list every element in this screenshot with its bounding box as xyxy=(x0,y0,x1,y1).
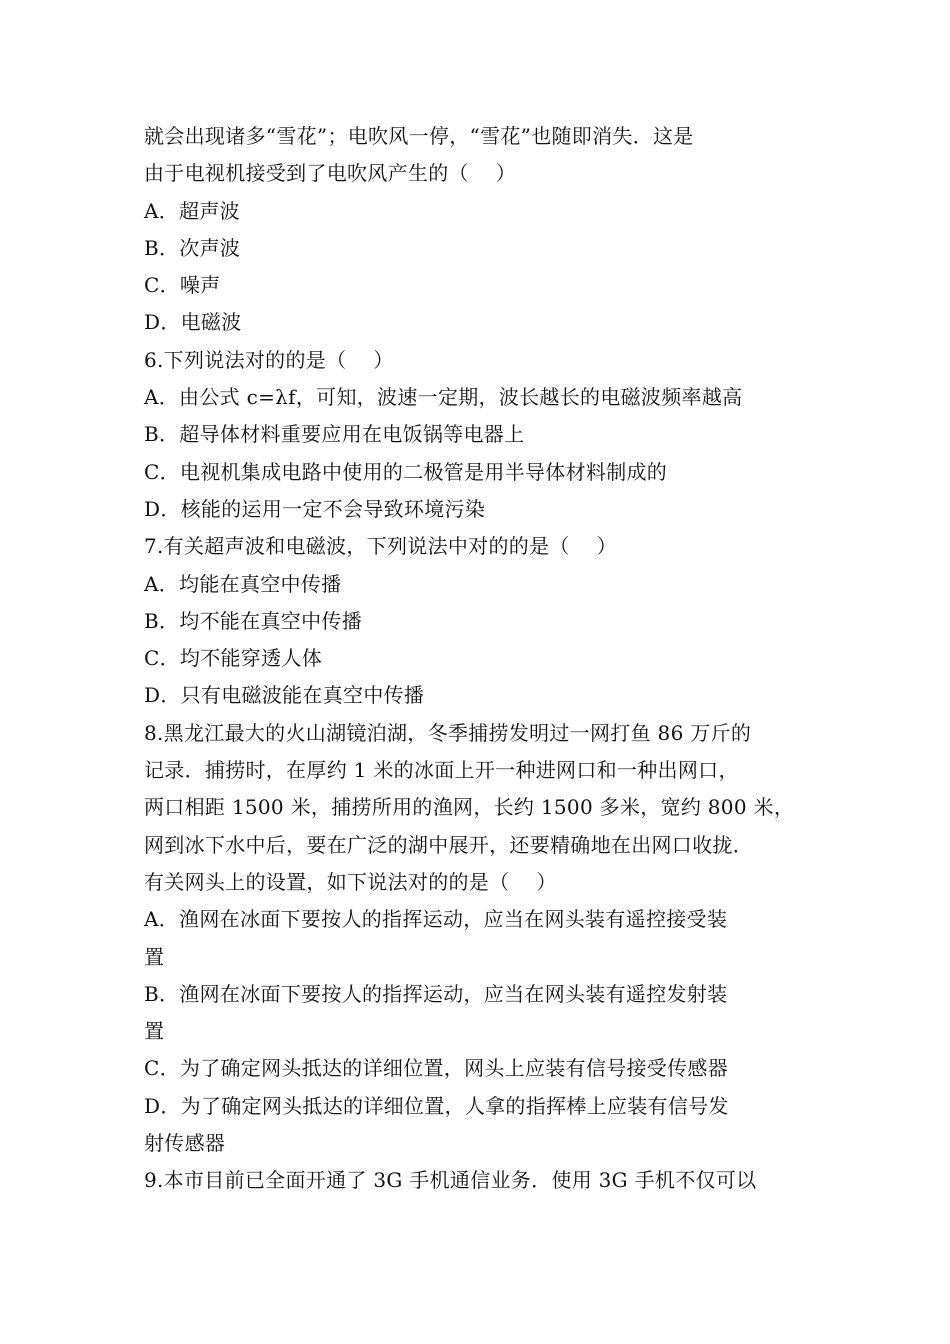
option-line: D．为了确定网头抵达的详细位置，人拿的指挥棒上应装有信号发 xyxy=(144,1093,729,1118)
option-line: B．超导体材料重要应用在电饭锅等电器上 xyxy=(144,422,525,447)
option-line: C．噪声 xyxy=(144,273,221,298)
question-line: 8.黑龙江最大的火山湖镜泊湖，冬季捕捞发明过一网打鱼 86 万斤的 xyxy=(144,720,752,745)
option-line: D．核能的运用一定不会导致环境污染 xyxy=(144,496,486,521)
option-line: A．由公式 c=λf，可知，波速一定期，波长越长的电磁波频率越高 xyxy=(144,385,743,410)
option-line: B．次声波 xyxy=(144,235,241,260)
option-line: D．电磁波 xyxy=(144,310,242,335)
option-line: A．均能在真空中传播 xyxy=(144,571,342,596)
question-line: 9.本市目前已全面开通了 3G 手机通信业务．使用 3G 手机不仅可以 xyxy=(144,1168,757,1193)
option-line: C．为了确定网头抵达的详细位置，网头上应装有信号接受传感器 xyxy=(144,1056,729,1081)
option-line: A．渔网在冰面下要按人的指挥运动，应当在网头装有遥控接受装 xyxy=(144,907,728,932)
text-line: 两口相距 1500 米，捕捞所用的渔网，长约 1500 多米，宽约 800 米， xyxy=(144,795,795,820)
option-line: C．均不能穿透人体 xyxy=(144,646,323,671)
text-line: 射传感器 xyxy=(144,1131,226,1156)
text-line: 网到冰下水中后，要在广泛的湖中展开，还要精确地在出网口收拢． xyxy=(144,832,753,857)
option-line: D．只有电磁波能在真空中传播 xyxy=(144,683,425,708)
text-line: 由于电视机接受到了电吹风产生的（ ） xyxy=(144,161,517,186)
text-line: 记录．捕捞时，在厚约 1 米的冰面上开一种进网口和一种出网口， xyxy=(144,758,739,783)
text-line: 置 xyxy=(144,944,165,969)
option-line: B．渔网在冰面下要按人的指挥运动，应当在网头装有遥控发射装 xyxy=(144,981,728,1006)
document-page xyxy=(144,118,824,1200)
option-line: B．均不能在真空中传播 xyxy=(144,608,362,633)
text-line: 就会出现诸多“雪花”；电吹风一停，“雪花”也随即消失．这是 xyxy=(144,124,694,148)
question-line: 6.下列说法对的的是（ ） xyxy=(144,347,394,372)
text-line: 置 xyxy=(144,1019,165,1044)
question-line: 7.有关超声波和电磁波，下列说法中对的的是（ ） xyxy=(144,534,617,559)
text-line: 有关网头上的设置，如下说法对的的是（ ） xyxy=(144,869,557,894)
option-line: C．电视机集成电路中使用的二极管是用半导体材料制成的 xyxy=(144,459,668,484)
option-line: A．超声波 xyxy=(144,198,240,223)
